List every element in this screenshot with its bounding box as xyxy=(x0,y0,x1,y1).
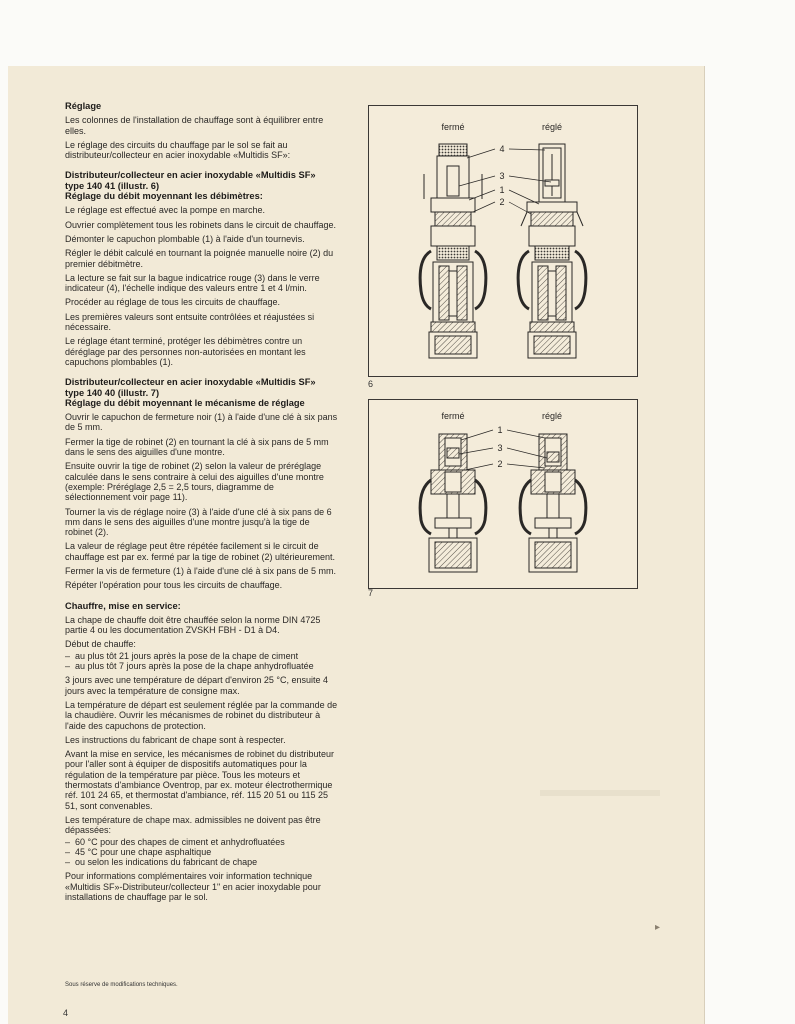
bullet-list xyxy=(65,651,338,672)
paragraph: Répéter l'opération pour tous les circuits de chauffage. xyxy=(65,580,283,591)
text-column xyxy=(65,101,338,906)
title-line: Distributeur/collecteur en acier inoxydable «Multidis SF» xyxy=(65,170,316,181)
figure-7-number: 7 xyxy=(368,588,374,598)
section-title-chauffe: Chauffre, mise en service: xyxy=(65,600,181,611)
paragraph: Le réglage des circuits du chauffage par le sol se fait au distributeur/collecteur en acier inoxydable «Multidis SF»: xyxy=(65,139,291,161)
page-number: 4 xyxy=(63,1008,69,1018)
fig7-callout-lines xyxy=(459,430,547,470)
fig6-callout-3: 3 xyxy=(499,171,505,181)
fig6-callout-4: 4 xyxy=(499,144,505,154)
paragraph: Pour informations complémentaires voir information technique «Multidis SF»-Distributeur/collecteur 1" en acier inoxydable pour installations de chauffage par le sol. xyxy=(65,871,321,902)
fig6-label-left: fermé xyxy=(441,122,465,132)
figure-7 xyxy=(368,399,638,589)
paragraph: Le réglage étant terminé, protéger les débimètres contre un déréglage par des personnes non-autorisées en montant les capuchons plombables (1). xyxy=(65,336,306,367)
list-item: – 45 °C pour une chape asphaltique xyxy=(65,847,338,857)
list-item: – 60 °C pour des chapes de ciment et anhydrofluatées xyxy=(65,837,338,847)
paragraph: Les premières valeurs sont entsuite contrôlées et réajustées si nécessaire. xyxy=(65,311,315,333)
paragraph: Les température de chape max. admissibles ne doivent pas être dépassées: xyxy=(65,814,321,836)
figure-6-drawing xyxy=(369,106,637,376)
paragraph: Le réglage est effectué avec la pompe en marche. xyxy=(65,205,265,216)
fig7-label-left: fermé xyxy=(441,411,465,421)
fig6-left-valve xyxy=(420,144,486,358)
fig6-callout-1: 1 xyxy=(499,185,505,195)
paragraph: Les instructions du fabricant de chape sont à respecter. xyxy=(65,734,286,745)
fig7-callout-3: 3 xyxy=(497,443,503,453)
paragraph: Fermer la vis de fermeture (1) à l'aide d'une clé à six pans de 5 mm. xyxy=(65,565,337,576)
footnote: Sous réserve de modifications techniques. xyxy=(65,982,178,988)
paragraph: Fermer la tige de robinet (2) en tournant la clé à six pans de 5 mm dans le sens des aiguilles d'une montre. xyxy=(65,436,329,458)
paragraph: Tourner la vis de réglage noire (3) à l'aide d'une clé à six pans de 6 mm dans le sens des aiguilles d'une montre jusqu'à la tige de robinet (2). xyxy=(65,506,332,538)
fig6-label-right: réglé xyxy=(541,122,563,132)
paragraph: Avant la mise en service, les mécanismes de robinet du distributeur pour l'aller sont à équiper de dispositifs automatiques pour la régulation de la température par pièce. Tous les moteurs et thermostats d'ambiance Oventrop, par ex. moteur électrothermique réf. 101 24 65, et thermostat d'ambiance, réf. 115 20 51 ou 115 25 51, sont convenables. xyxy=(65,749,334,811)
fig7-callout-2: 2 xyxy=(497,459,503,469)
paragraph: Ouvrier complètement tous les robinets dans le circuit de chauffage. xyxy=(65,219,336,230)
paragraph: La valeur de réglage peut être répétée facilement si le circuit de chauffage est par ex. fermé par la tige de robinet (2) ultérieurement. xyxy=(65,541,335,562)
title-line: Distributeur/collecteur en acier inoxydable «Multidis SF» xyxy=(65,377,316,388)
title-line: Réglage du débit moyennant les débimètres: xyxy=(65,191,263,202)
fig6-right-valve xyxy=(518,144,586,358)
bleed-through-dot: ▸ xyxy=(655,922,661,933)
title-line: type 140 40 (illustr. 7) xyxy=(65,387,160,398)
paragraph: Début de chauffe: xyxy=(65,639,136,650)
fig7-label-right: réglé xyxy=(541,411,563,421)
list-item: – au plus tôt 21 jours après la pose de la chape de ciment xyxy=(65,651,338,661)
list-item: – ou selon les indications du fabricant de chape xyxy=(65,857,338,867)
figure-6 xyxy=(368,105,638,377)
figure-7-drawing xyxy=(369,400,637,588)
paragraph: Démonter le capuchon plombable (1) à l'aide d'un tournevis. xyxy=(65,233,305,244)
bullet-list xyxy=(65,837,338,868)
fig7-callout-1: 1 xyxy=(497,425,503,435)
paragraph: Les colonnes de l'installation de chauffage sont à équilibrer entre elles. xyxy=(65,115,324,136)
figure-6-number: 6 xyxy=(368,379,374,389)
section-title-reglage: Réglage xyxy=(65,101,102,111)
paragraph: La température de départ est seulement réglée par la commande de la chaudière. Ouvrir les mécanismes de robinet du distributeur à l'aide des capuchons de protection. xyxy=(65,699,338,731)
paragraph: Ouvrir le capuchon de fermeture noir (1) à l'aide d'une clé à six pans de 5 mm. xyxy=(65,412,338,433)
bleed-through-mark xyxy=(540,790,660,796)
section-title-140-40 xyxy=(65,377,338,408)
paragraph: La lecture se fait sur la bague indicatrice rouge (3) dans le verre indicateur (4), l'échelle indique des valeurs entre 1 et 4 l/min. xyxy=(65,272,320,294)
paragraph: 3 jours avec une température de départ d'environ 25 °C, ensuite 4 jours avec la température de consigne max. xyxy=(65,675,328,696)
section-title-140-41 xyxy=(65,170,338,201)
title-line: type 140 41 (illustr. 6) xyxy=(65,180,160,191)
paragraph: Régler le débit calculé en tournant la poignée manuelle noire (2) du premier débitmètre. xyxy=(65,248,334,269)
fig6-callout-2: 2 xyxy=(499,197,505,207)
list-item: – au plus tôt 7 jours après la pose de la chape anhydrofluatée xyxy=(65,661,338,671)
paragraph: La chape de chauffe doit être chauffée selon la norme DIN 4725 partie 4 ou les documentation ZVSKH FBH - D1 à D4. xyxy=(65,614,321,636)
paragraph: Ensuite ouvrir la tige de robinet (2) selon la valeur de préréglage calculée dans le sens contraire à celui des aiguilles d'une montre (exemple: Préréglage 2,5 = 2,5 tours, diagramme de sélectionnement voir page 11). xyxy=(65,461,324,503)
fig7-left-valve xyxy=(420,434,486,572)
paragraph: Procéder au réglage de tous les circuits de chauffage. xyxy=(65,297,280,308)
title-line: Réglage du débit moyennant le mécanisme de réglage xyxy=(65,397,305,408)
fig7-right-valve xyxy=(520,434,586,572)
